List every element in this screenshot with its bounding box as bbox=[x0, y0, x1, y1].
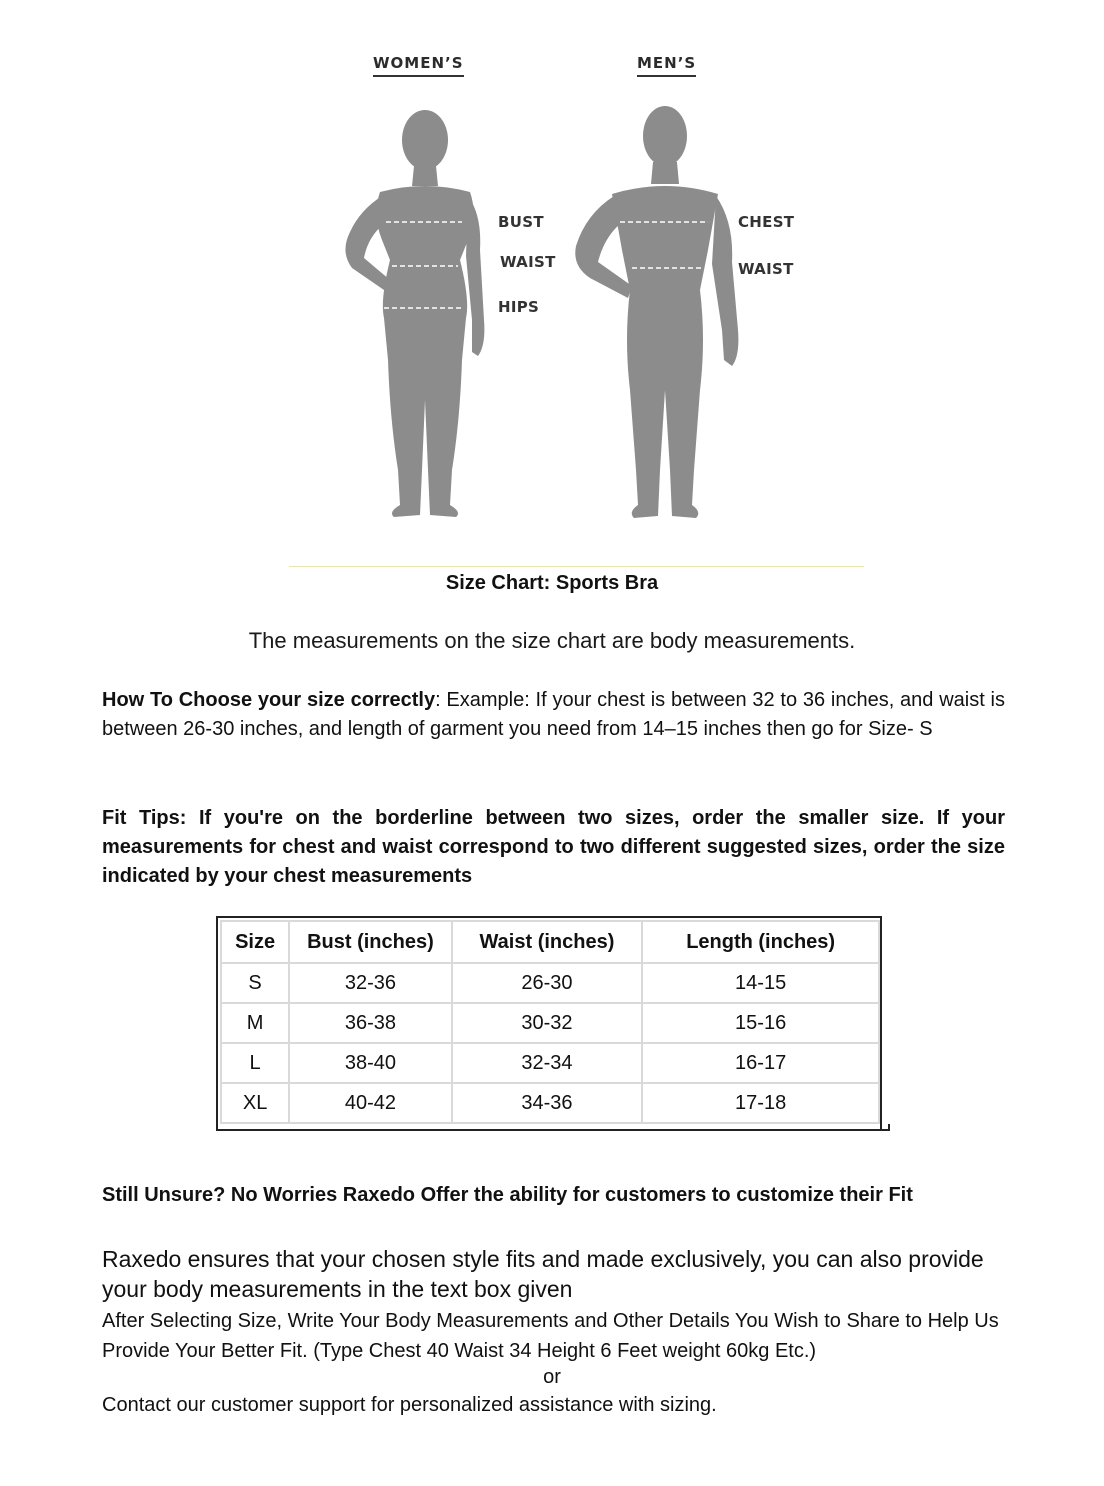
cell-size: XL bbox=[222, 1084, 288, 1122]
after-selecting-text: After Selecting Size, Write Your Body Measurements and Other Details You Wish to Share to Help Us Provide Your Better Fit. (Type Chest 40 Waist 34 Height 6 Feet weight 60kg Etc.) bbox=[102, 1310, 999, 1362]
cell-length: 17-18 bbox=[643, 1084, 878, 1122]
how-to-choose-paragraph bbox=[102, 686, 1005, 744]
header-size: Size bbox=[222, 922, 288, 962]
cell-waist: 34-36 bbox=[453, 1084, 642, 1122]
size-chart-title: Size Chart: Sports Bra bbox=[445, 572, 659, 594]
header-waist: Waist (inches) bbox=[453, 922, 642, 962]
cell-size: M bbox=[222, 1004, 288, 1042]
table-row bbox=[222, 1084, 878, 1122]
table-row bbox=[222, 1004, 878, 1042]
womens-figure-title: WOMEN’S bbox=[373, 54, 464, 77]
men-waist-label: WAIST bbox=[738, 260, 794, 278]
table-corner-mark bbox=[880, 1124, 890, 1131]
cell-bust: 40-42 bbox=[290, 1084, 450, 1122]
still-unsure-heading: Still Unsure? No Worries Raxedo Offer the ability for customers to customize their Fit bbox=[102, 1184, 913, 1206]
divider bbox=[289, 566, 864, 567]
how-to-text: : Example: If your chest is between 32 to 36 inches, and waist is between 26-30 inches, and length of garment you need from 14–15 inches then go for Size- S bbox=[102, 689, 1005, 740]
cell-bust: 38-40 bbox=[290, 1044, 450, 1082]
size-table bbox=[220, 920, 880, 1124]
header-length: Length (inches) bbox=[643, 922, 878, 962]
table-row bbox=[222, 964, 878, 1002]
women-waist-label: WAIST bbox=[500, 253, 556, 271]
cell-bust: 36-38 bbox=[290, 1004, 450, 1042]
intro-text: The measurements on the size chart are body measurements. bbox=[248, 628, 856, 653]
body-measurement-figures bbox=[0, 0, 1104, 560]
table-row bbox=[222, 1044, 878, 1082]
hips-label: HIPS bbox=[498, 298, 540, 316]
or-separator: or bbox=[543, 1366, 561, 1388]
woman-silhouette bbox=[345, 110, 484, 517]
bust-label: BUST bbox=[498, 213, 544, 231]
cell-length: 14-15 bbox=[643, 964, 878, 1002]
fit-tips-paragraph: Fit Tips: If you're on the borderline between two sizes, order the smaller size. If your measurements for chest and waist correspond to two different suggested sizes, order the size indicated by your chest measurements bbox=[102, 807, 1005, 887]
size-table-frame bbox=[216, 916, 882, 1131]
cell-waist: 30-32 bbox=[453, 1004, 642, 1042]
table-header-row bbox=[222, 922, 878, 962]
cell-size: S bbox=[222, 964, 288, 1002]
raxedo-ensures-text: Raxedo ensures that your chosen style fits and made exclusively, you can also provide your body measurements in the text box given bbox=[102, 1246, 984, 1302]
cell-bust: 32-36 bbox=[290, 964, 450, 1002]
cell-size: L bbox=[222, 1044, 288, 1082]
cell-waist: 26-30 bbox=[453, 964, 642, 1002]
how-to-label: How To Choose your size correctly bbox=[102, 689, 436, 711]
chest-label: CHEST bbox=[738, 213, 795, 231]
cell-length: 16-17 bbox=[643, 1044, 878, 1082]
man-silhouette bbox=[575, 106, 738, 518]
cell-length: 15-16 bbox=[643, 1004, 878, 1042]
mens-figure-title: MEN’S bbox=[637, 54, 696, 77]
header-bust: Bust (inches) bbox=[290, 922, 450, 962]
cell-waist: 32-34 bbox=[453, 1044, 642, 1082]
contact-support-text: Contact our customer support for personalized assistance with sizing. bbox=[102, 1394, 717, 1416]
